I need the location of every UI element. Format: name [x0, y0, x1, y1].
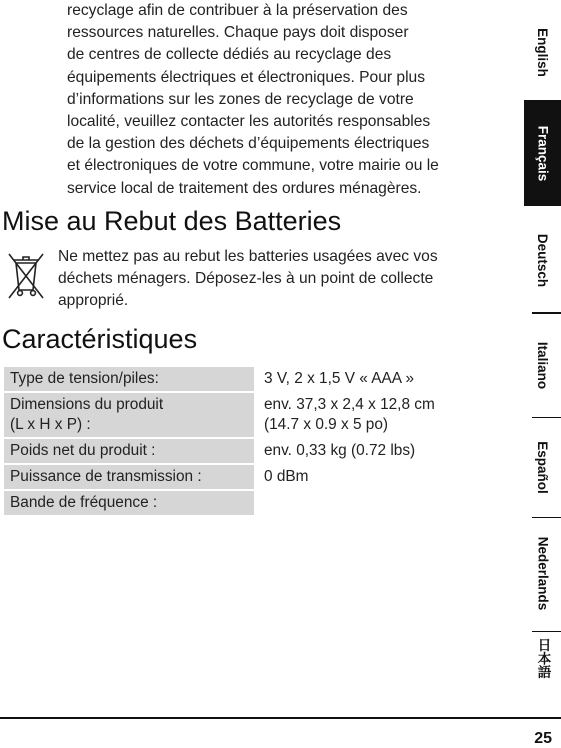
tab-label: Español — [535, 440, 551, 494]
table-row — [4, 465, 494, 489]
spec-value: 3 V, 2 x 1,5 V « AAA » — [264, 370, 415, 387]
tab-language-1[interactable] — [524, 100, 561, 206]
footer-divider — [0, 717, 561, 719]
tab-label: Français — [535, 125, 550, 181]
spec-key: Poids net du produit : — [4, 439, 254, 463]
batteries-line: déchets ménagers. Déposez-les à un point de collecte — [58, 270, 434, 288]
spec-value: 0 dBm — [264, 468, 309, 485]
table-row — [4, 439, 494, 463]
batteries-heading: Mise au Rebut des Batteries — [2, 206, 342, 236]
batteries-line: Ne mettez pas au rebut les batteries usagées avec vos — [58, 248, 438, 265]
tab-separator — [532, 417, 561, 419]
tab-separator — [532, 631, 561, 633]
crossed-out-wheelie-bin-icon — [6, 250, 46, 302]
tab-language-2[interactable] — [524, 216, 561, 304]
table-row — [4, 393, 494, 437]
batteries-line: approprié. — [58, 292, 129, 310]
specs-heading: Caractéristiques — [2, 324, 198, 354]
table-row — [4, 367, 494, 391]
tab-language-6[interactable] — [524, 636, 561, 680]
intro-line: équipements électriques et électroniques. Pour plus — [67, 68, 426, 86]
spec-value: env. 0,33 kg (0.72 lbs) — [264, 442, 416, 459]
tab-label: 日本語 — [535, 637, 551, 679]
intro-line: ressources naturelles. Chaque pays doit disposer — [67, 24, 409, 42]
spec-key: Type de tension/piles: — [4, 367, 254, 391]
intro-line: de la gestion des déchets d’équipements électriques — [67, 135, 430, 153]
spec-value — [254, 491, 494, 515]
batteries-paragraph — [58, 246, 498, 313]
language-tabs — [524, 0, 561, 680]
tab-label: Italiano — [535, 341, 551, 389]
intro-line: de centres de collecte dédiés au recyclage des — [67, 46, 392, 64]
tab-label: Deutsch — [535, 233, 551, 287]
tab-separator — [532, 517, 561, 519]
intro-line: recyclage afin de contribuer à la préservation des — [67, 2, 408, 19]
spec-key: Dimensions du produit (L x H x P) : — [4, 393, 254, 437]
page-number: 25 — [534, 730, 552, 747]
tab-label: Nederlands — [535, 536, 550, 611]
intro-paragraph — [67, 0, 507, 200]
intro-line: et électroniques de votre commune, votre mairie ou le — [67, 157, 439, 175]
intro-line: service local de traitement des ordures ménagères. — [67, 179, 422, 197]
tab-language-5[interactable] — [524, 522, 561, 625]
tab-separator — [532, 312, 561, 314]
spec-value: env. 37,3 x 2,4 x 12,8 cm (14.7 x 0.9 x 5 po) — [264, 396, 435, 433]
table-row — [4, 491, 494, 515]
tab-label: English — [535, 27, 551, 77]
tab-language-0[interactable] — [524, 12, 561, 92]
spec-key: Bande de fréquence : — [4, 491, 254, 515]
tab-language-3[interactable] — [524, 320, 561, 410]
specs-table — [4, 365, 494, 517]
spec-key: Puissance de transmission : — [4, 465, 254, 489]
intro-line: d’informations sur les zones de recyclage de votre — [67, 90, 414, 108]
tab-language-4[interactable] — [524, 423, 561, 511]
intro-line: localité, veuillez contacter les autorités responsables — [67, 113, 431, 131]
